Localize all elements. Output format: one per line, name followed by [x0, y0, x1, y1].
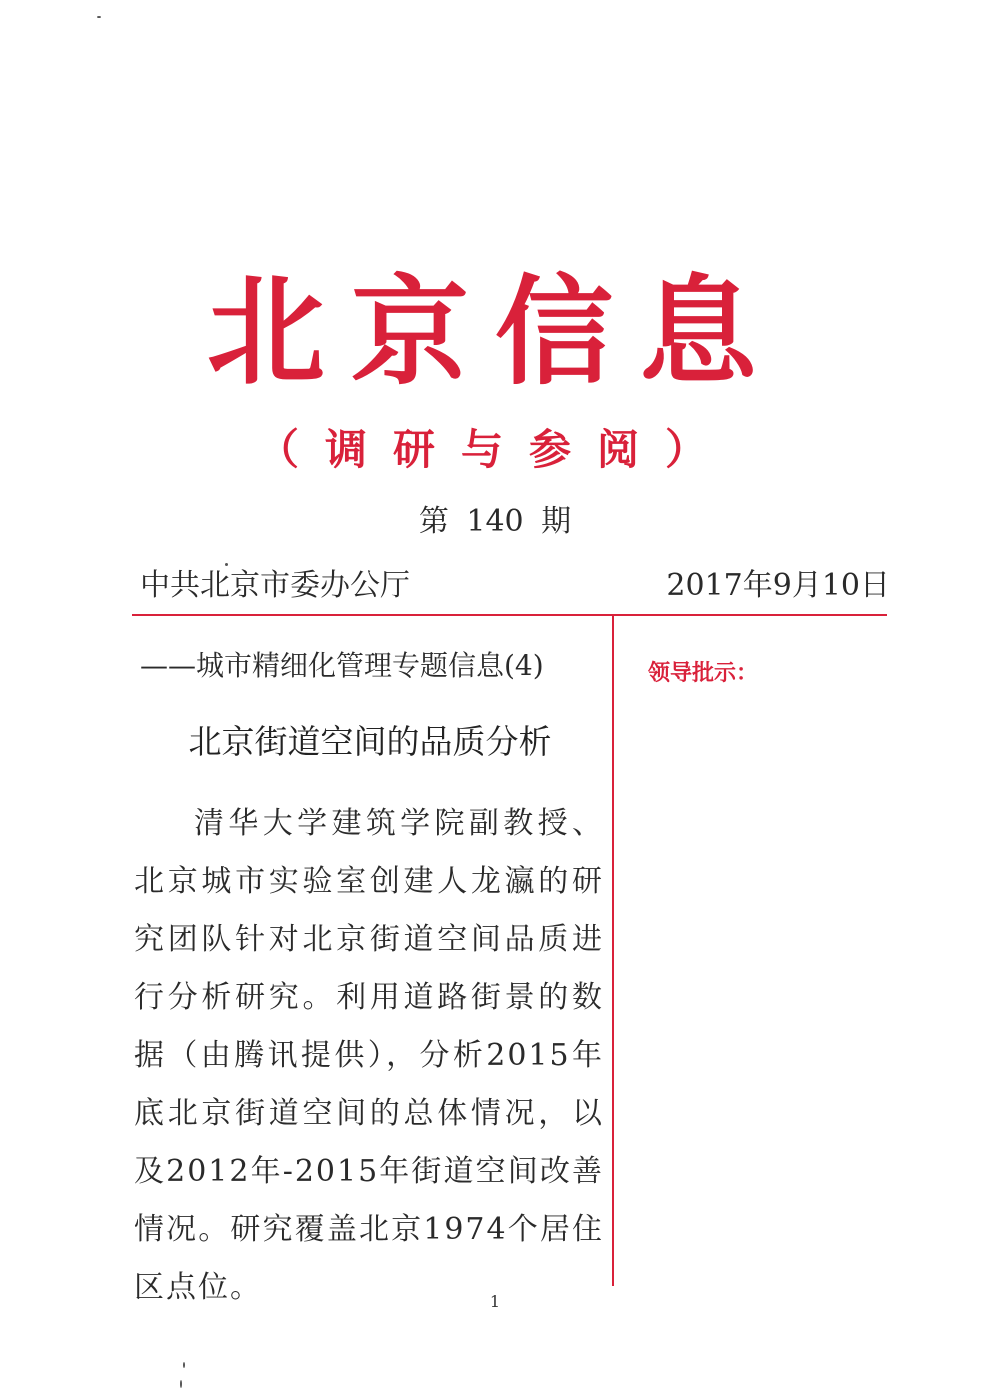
scan-speck — [183, 1362, 185, 1368]
issuer-name: 中共北京市委办公厅 — [140, 568, 410, 603]
masthead-title: 北京信息 — [206, 262, 783, 401]
issue-date: 2017年9月10日 — [666, 568, 890, 603]
page-number: 1 — [489, 1292, 501, 1311]
scan-speck — [97, 16, 101, 18]
scan-speck — [225, 563, 228, 566]
header-divider — [132, 614, 887, 616]
leader-instruction-label: 领导批示： — [648, 661, 759, 686]
issue-number: 第 140 期 — [418, 504, 572, 539]
masthead-subtitle: （调研与参阅） — [256, 425, 733, 474]
scan-speck — [180, 1380, 182, 1388]
article-title: 北京街道空间的品质分析 — [188, 722, 552, 761]
article-body: 清华大学建筑学院副教授、北京城市实验室创建人龙瀛的研究团队针对北京街道空间品质进行分析研究。利用道路街景的数据（由腾讯提供），分析2015年底北京街道空间的总体情况，以及2012年-2015年街道空间改善情况。研究覆盖北京1974个居住区点位。 — [134, 806, 604, 1305]
series-subtitle: ——城市精细化管理专题信息(4) — [140, 649, 544, 682]
